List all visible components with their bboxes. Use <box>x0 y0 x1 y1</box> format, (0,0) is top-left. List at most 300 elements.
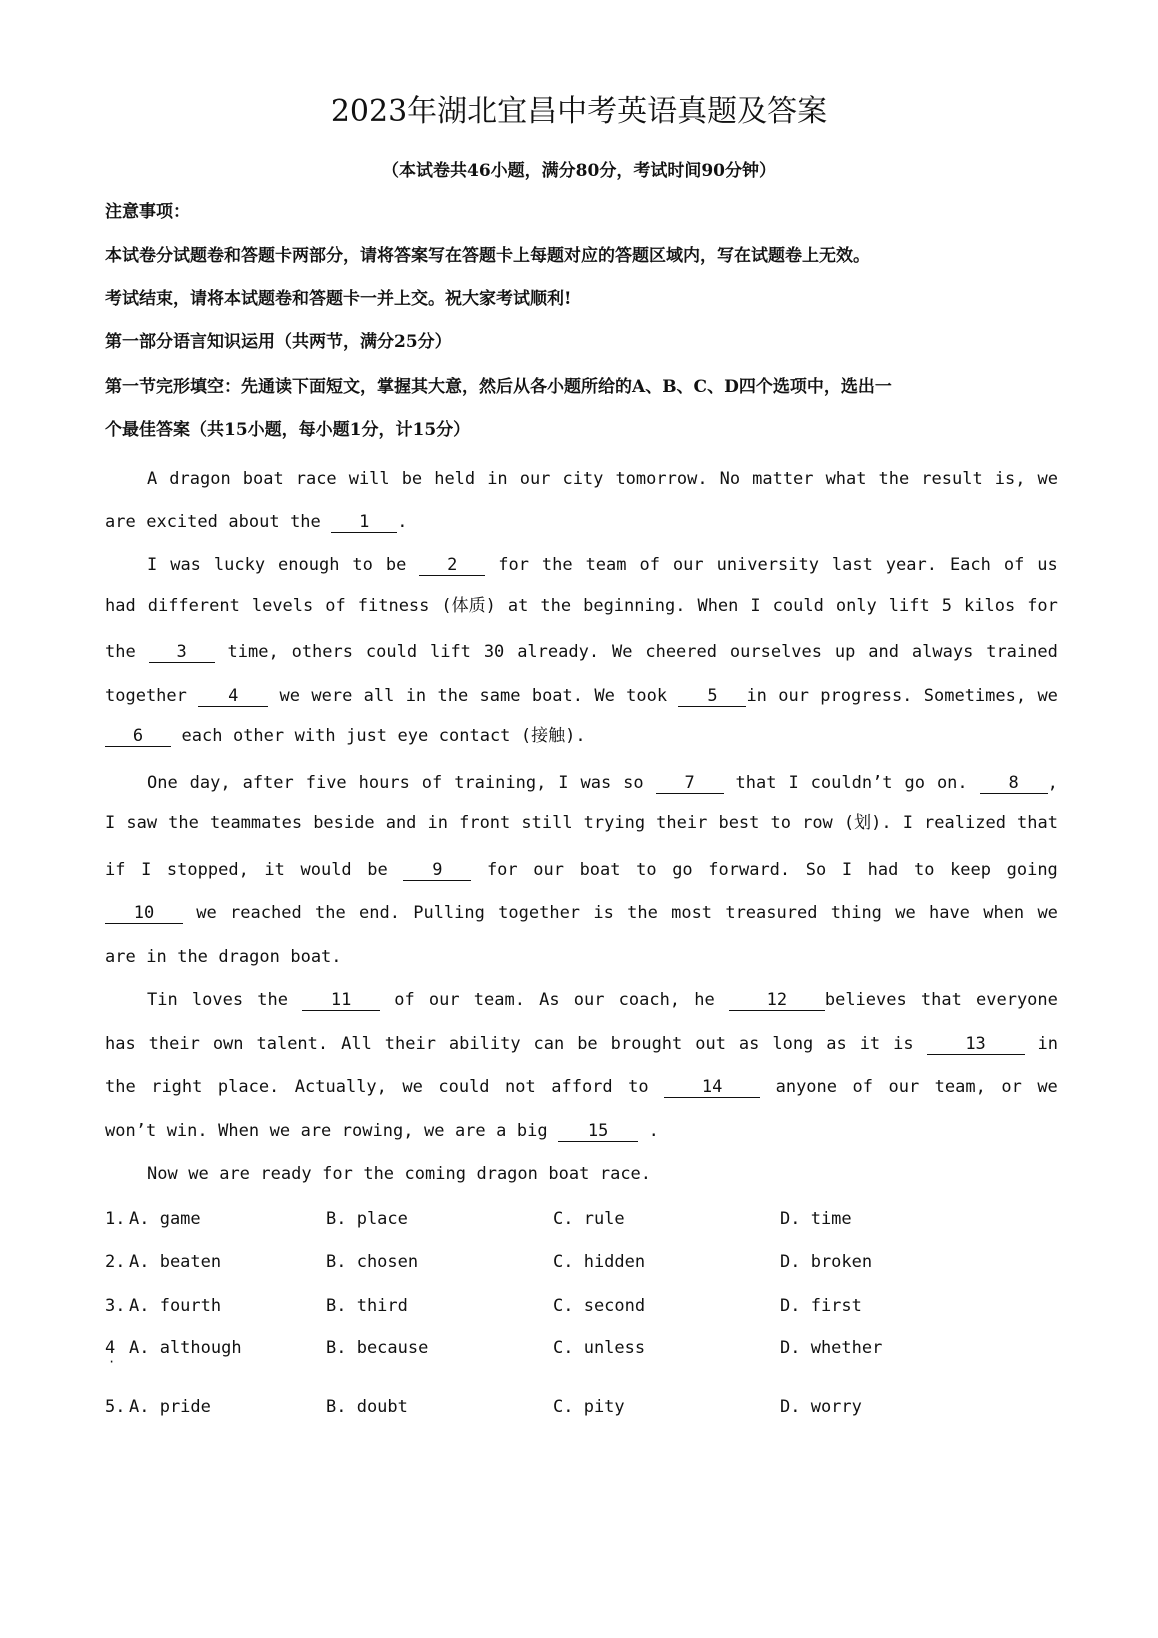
passage-word: boat. <box>290 947 342 967</box>
passage-word: team. <box>473 990 525 1010</box>
passage-word: dragon <box>218 947 280 967</box>
passage-word: couldn’t <box>810 773 893 793</box>
passage-word: could <box>365 642 418 662</box>
passage-line <box>105 857 1058 883</box>
passage-word: lucky <box>213 555 266 575</box>
option-d: D. whether <box>780 1338 883 1358</box>
passage-word: the <box>168 813 199 833</box>
passage-word: in <box>146 947 167 967</box>
passage-word: if <box>105 860 126 880</box>
passage-word: enough <box>278 555 340 575</box>
passage-word: was <box>580 773 612 793</box>
passage-word: only <box>835 596 877 616</box>
passage-word: at <box>507 596 529 616</box>
passage-word: lift <box>429 642 471 662</box>
passage-word: ourselves <box>729 642 823 662</box>
passage-word: the <box>290 512 321 532</box>
passage-line <box>147 552 1058 578</box>
passage-word: hours <box>358 773 410 793</box>
passage-word: forward. <box>708 860 791 880</box>
option-b: B. chosen <box>326 1252 419 1272</box>
passage-word: of <box>639 555 660 575</box>
passage-word: already. <box>517 642 600 662</box>
passage-word: all <box>363 686 395 706</box>
passage-line <box>147 770 1058 796</box>
passage-line <box>105 639 1058 665</box>
passage-word: (接触). <box>520 726 586 746</box>
passage-word: our <box>672 555 704 575</box>
passage-word: others <box>291 642 353 662</box>
passage-word: university <box>716 555 819 575</box>
passage-word: We <box>611 642 633 662</box>
passage-word: together <box>105 686 187 706</box>
passage-word: city <box>562 469 604 489</box>
passage-word: No <box>719 469 741 489</box>
passage-word: for <box>486 860 518 880</box>
passage-line <box>105 1074 1058 1100</box>
passage-word: kilos <box>964 596 1016 616</box>
passage-line <box>105 900 1058 926</box>
passage-word: won’t <box>105 1121 157 1141</box>
passage-word: loves <box>191 990 244 1010</box>
blank-2: 2 <box>419 555 485 576</box>
passage-word: Tin <box>147 990 178 1010</box>
passage-word: the <box>105 642 136 662</box>
passage-word: was <box>170 555 201 575</box>
passage-word: different <box>147 596 240 616</box>
passage-word: I <box>141 860 152 880</box>
passage-word: last <box>831 555 873 575</box>
option-a: A. pride <box>129 1397 211 1417</box>
passage-word: had <box>105 596 136 616</box>
passage-word: we <box>895 903 916 923</box>
passage-word <box>403 857 471 883</box>
passage-word: is <box>893 1034 914 1054</box>
passage-word: could <box>772 596 824 616</box>
passage-word: Each <box>949 555 991 575</box>
passage-word: their <box>384 1034 436 1054</box>
passage-word: training, <box>454 773 547 793</box>
blank-12: 12 <box>729 990 825 1011</box>
passage-word: (划). <box>843 813 892 833</box>
passage-word: realized <box>924 813 1006 833</box>
passage-line <box>105 723 1058 749</box>
passage-word: race <box>295 469 337 489</box>
option-b: B. doubt <box>326 1397 408 1417</box>
passage-word: our <box>533 860 564 880</box>
passage-word: 30 <box>483 642 505 662</box>
passage-word: it <box>859 1034 881 1054</box>
passage-word: to <box>636 860 657 880</box>
blank-5: 5 <box>678 686 746 707</box>
passage-word: 1 . <box>331 509 407 535</box>
passage-word: talent. <box>256 1034 329 1054</box>
exam-subtitle: （本试卷共46小题，满分80分，考试时间90分钟） <box>382 161 776 181</box>
passage-word: the <box>627 903 658 923</box>
passage-word: I <box>902 813 913 833</box>
passage-word: 8 , <box>980 770 1058 796</box>
passage-word: I <box>841 860 853 880</box>
passage-word: most <box>671 903 713 923</box>
passage-word: same <box>479 686 521 706</box>
passage-line <box>105 683 1058 709</box>
passage-word: 12 believes <box>729 987 907 1013</box>
passage-word: about <box>228 512 280 532</box>
passage-word: we <box>1037 469 1058 489</box>
question-number: 3. <box>105 1296 126 1316</box>
option-d: D. time <box>780 1209 852 1229</box>
passage-word <box>927 1031 1025 1057</box>
passage-word: we <box>196 903 217 923</box>
passage-word: stopped, <box>166 860 249 880</box>
passage-word: we <box>1037 686 1058 706</box>
passage-word: will <box>348 469 390 489</box>
passage-word: coach, <box>618 990 681 1010</box>
option-a: A. game <box>129 1209 201 1229</box>
passage-word: took <box>626 686 668 706</box>
passage-word <box>105 723 171 749</box>
passage-word: other <box>232 726 285 746</box>
passage-word: of <box>852 1077 873 1097</box>
passage-word: right <box>151 1077 203 1097</box>
option-a: A. fourth <box>129 1296 222 1316</box>
passage-word: we <box>269 1121 291 1141</box>
section-one-instruction-1: 第一节完形填空：先通读下面短文，掌握其大意，然后从各小题所给的A、B、C、D四个选项中，选出一 <box>105 377 892 397</box>
passage-word: boat <box>242 469 284 489</box>
passage-word: or <box>1001 1077 1022 1097</box>
passage-word: each <box>181 726 223 746</box>
option-d: D. worry <box>780 1397 862 1417</box>
passage-word: on. <box>936 773 968 793</box>
passage-word: team <box>585 555 627 575</box>
passage-word: our <box>888 1077 920 1097</box>
passage-word: of <box>394 990 415 1010</box>
passage-word: teammates <box>209 813 303 833</box>
blank-10: 10 <box>105 903 183 924</box>
passage-line <box>105 810 1058 836</box>
passage-word: has <box>105 1034 136 1054</box>
passage-word: we <box>402 1077 423 1097</box>
passage-word: it <box>264 860 285 880</box>
passage-line <box>147 466 1058 492</box>
passage-word: when <box>983 903 1025 923</box>
passage-word: could <box>438 1077 490 1097</box>
option-b: B. place <box>326 1209 408 1229</box>
passage-word: in <box>427 813 448 833</box>
notice-line-1: 本试卷分试题卷和答题卡两部分，请将答案写在答题卡上每题对应的答题区域内，写在试题卷上无效。 <box>105 246 870 266</box>
passage-word: we <box>423 1121 445 1141</box>
passage-line <box>147 987 1058 1013</box>
passage-word: of <box>421 773 443 793</box>
passage-word <box>302 987 380 1013</box>
passage-word: for <box>1027 596 1058 616</box>
passage-word: boat. <box>531 686 584 706</box>
passage-word: our <box>778 686 809 706</box>
passage-word: everyone <box>976 990 1058 1010</box>
option-c: C. rule <box>553 1209 625 1229</box>
passage-word: beside <box>313 813 375 833</box>
passage-word: the <box>314 903 346 923</box>
passage-word <box>664 1074 760 1100</box>
passage-word: reached <box>230 903 302 923</box>
option-b: B. third <box>326 1296 408 1316</box>
passage-word: what <box>825 469 867 489</box>
option-row <box>105 1335 1065 1369</box>
blank-4: 4 <box>198 686 268 707</box>
passage-word: time, <box>227 642 279 662</box>
passage-word: he <box>694 990 715 1010</box>
passage-word: always <box>911 642 974 662</box>
passage-word: (体质) <box>441 596 496 616</box>
blank-9: 9 <box>403 860 471 881</box>
passage-word: we <box>188 1164 209 1184</box>
passage-word: When <box>697 596 739 616</box>
passage-word: are <box>454 1121 486 1141</box>
passage-word <box>656 770 724 796</box>
passage-word: treasured <box>725 903 818 923</box>
passage-word: be <box>577 1034 598 1054</box>
passage-word: can <box>533 1034 565 1054</box>
passage-word: the <box>540 596 572 616</box>
passage-word: matter <box>752 469 814 489</box>
passage-word: to <box>628 1077 649 1097</box>
passage-word: in <box>487 469 508 489</box>
passage-word: after <box>242 773 294 793</box>
passage-word: we <box>1037 903 1058 923</box>
passage-word: going <box>1006 860 1058 880</box>
passage-word: we <box>1037 1077 1058 1097</box>
blank-1: 1 <box>331 512 397 533</box>
passage-word: and <box>385 813 417 833</box>
passage-line <box>105 944 1058 970</box>
passage-word: big <box>516 1121 548 1141</box>
passage-word: so <box>623 773 644 793</box>
passage-word: a <box>496 1121 507 1141</box>
passage-word: that <box>920 990 962 1010</box>
passage-word: the <box>437 686 469 706</box>
passage-word: . <box>648 1121 659 1141</box>
passage-word: win. <box>166 1121 208 1141</box>
passage-word: were <box>311 686 353 706</box>
page-title: 2023年湖北宜昌中考英语真题及答案 <box>330 94 828 129</box>
passage-word: afford <box>551 1077 613 1097</box>
notice-heading: 注意事项： <box>105 202 190 222</box>
passage-word: the <box>257 990 288 1010</box>
passage-word: to <box>770 813 791 833</box>
passage-word: held <box>434 469 476 489</box>
passage-word: lift <box>888 596 930 616</box>
passage-word: go <box>672 860 693 880</box>
blank-3: 3 <box>149 642 215 663</box>
passage-word: to <box>913 860 935 880</box>
passage-word: together <box>498 903 581 923</box>
passage-word: excited <box>146 512 218 532</box>
passage-word: their <box>656 813 708 833</box>
option-a: A. although <box>129 1338 242 1358</box>
passage-word: had <box>867 860 899 880</box>
blank-13: 13 <box>927 1034 1025 1055</box>
passage-word: Sometimes, <box>923 686 1027 706</box>
passage-word: keep <box>950 860 992 880</box>
passage-word: end. <box>358 903 400 923</box>
passage-word: dragon <box>476 1164 538 1184</box>
question-number: 1. <box>105 1209 126 1229</box>
passage-word: are <box>300 1121 332 1141</box>
passage-word: As <box>539 990 560 1010</box>
passage-word: eye <box>397 726 429 746</box>
passage-word: the <box>105 1077 136 1097</box>
passage-word: A <box>147 469 158 489</box>
passage-word: our <box>428 990 460 1010</box>
passage-word: up <box>834 642 856 662</box>
passage-word: as <box>826 1034 847 1054</box>
passage-line <box>105 1031 1058 1057</box>
passage-word: rowing, <box>341 1121 414 1141</box>
blank-6: 6 <box>105 726 171 747</box>
passage-word: row <box>802 813 833 833</box>
passage-word: trying <box>583 813 646 833</box>
passage-word: boat <box>548 1164 590 1184</box>
passage-word: I <box>788 773 799 793</box>
blank-8: 8 <box>980 773 1048 794</box>
passage-word: levels <box>251 596 314 616</box>
option-d: D. first <box>780 1296 862 1316</box>
passage-word: day, <box>189 773 231 793</box>
passage-word: result <box>921 469 983 489</box>
passage-word: I <box>750 596 761 616</box>
question-number: 2. <box>105 1252 126 1272</box>
passage-word: the <box>177 947 208 967</box>
passage-word: to <box>352 555 373 575</box>
passage-word: ability <box>448 1034 521 1054</box>
passage-word: is <box>593 903 614 923</box>
blank-14: 14 <box>664 1077 760 1098</box>
option-d: D. broken <box>780 1252 873 1272</box>
passage-word: place. <box>217 1077 280 1097</box>
passage-word: just <box>346 726 388 746</box>
passage-word: 5 in <box>678 683 766 709</box>
passage-word: out <box>695 1034 726 1054</box>
passage-word: have <box>928 903 970 923</box>
blank-11: 11 <box>302 990 380 1011</box>
passage-word: in <box>1037 1034 1058 1054</box>
stray-dot: · <box>108 1355 116 1369</box>
passage-word: ready <box>260 1164 312 1184</box>
option-row <box>105 1394 1065 1420</box>
passage-word: with <box>294 726 336 746</box>
passage-word: 5 <box>941 596 952 616</box>
passage-word: own <box>212 1034 244 1054</box>
option-c: C. pity <box>553 1397 625 1417</box>
passage-word: dragon <box>169 469 231 489</box>
passage-word: long <box>772 1034 814 1054</box>
passage-word: Pulling <box>413 903 485 923</box>
passage-word: go <box>904 773 925 793</box>
passage-word <box>149 639 215 665</box>
passage-word: trained <box>986 642 1058 662</box>
passage-word: I <box>558 773 569 793</box>
question-number: 5. <box>105 1397 126 1417</box>
passage-word: the <box>363 1164 395 1184</box>
passage-word: Now <box>147 1164 178 1184</box>
option-a: A. beaten <box>129 1252 222 1272</box>
passage-word: boat <box>579 860 621 880</box>
passage-word: for <box>498 555 529 575</box>
notice-line-2: 考试结束，请将本试题卷和答题卡一并上交。祝大家考试顺利! <box>105 289 572 309</box>
passage-word: beginning. <box>583 596 686 616</box>
passage-word: fitness <box>357 596 430 616</box>
passage-line <box>105 1118 1058 1144</box>
passage-word: front <box>459 813 511 833</box>
passage-word: year. <box>885 555 937 575</box>
passage-word: race. <box>599 1164 652 1184</box>
passage-word <box>105 900 183 926</box>
passage-word: be <box>401 469 423 489</box>
passage-word: of <box>325 596 346 616</box>
passage-word: for <box>322 1164 353 1184</box>
passage-word: Actually, <box>294 1077 387 1097</box>
passage-word: All <box>341 1034 372 1054</box>
passage-word <box>419 552 485 578</box>
passage-word: and <box>868 642 899 662</box>
passage-word: When <box>218 1121 260 1141</box>
option-b: B. because <box>326 1338 429 1358</box>
passage-word: our <box>519 469 551 489</box>
blank-7: 7 <box>656 773 724 794</box>
passage-word: of <box>1003 555 1025 575</box>
passage-word: tomorrow. <box>615 469 708 489</box>
passage-word: One <box>147 773 178 793</box>
passage-word: as <box>738 1034 760 1054</box>
passage-word: contact <box>438 726 511 746</box>
option-c: C. second <box>553 1296 646 1316</box>
passage-word: best <box>718 813 760 833</box>
passage-word: that <box>1017 813 1058 833</box>
option-c: C. unless <box>553 1338 646 1358</box>
passage-word: still <box>521 813 573 833</box>
passage-word: be <box>367 860 388 880</box>
passage-word: team, <box>934 1077 986 1097</box>
passage-word: our <box>573 990 605 1010</box>
passage-word: five <box>305 773 347 793</box>
passage-word: be <box>385 555 407 575</box>
passage-word: We <box>594 686 615 706</box>
passage-word: are <box>219 1164 250 1184</box>
option-c: C. hidden <box>553 1252 646 1272</box>
passage-line <box>105 509 1058 535</box>
passage-word: are <box>105 512 136 532</box>
blank-15: 15 <box>558 1121 638 1142</box>
part-one-heading: 第一部分语言知识运用（共两节，满分25分） <box>105 332 452 352</box>
passage-word: the <box>878 469 910 489</box>
passage-line <box>105 593 1058 619</box>
passage-word <box>198 683 268 709</box>
option-row <box>105 1206 1065 1232</box>
passage-word: the <box>541 555 573 575</box>
passage-word: thing <box>830 903 882 923</box>
passage-word: coming <box>404 1164 466 1184</box>
passage-word: us <box>1037 555 1058 575</box>
passage-word: is, <box>994 469 1026 489</box>
passage-word: not <box>505 1077 536 1097</box>
question-number: 4 <box>105 1338 116 1358</box>
passage-word: would <box>300 860 352 880</box>
passage-word: that <box>735 773 777 793</box>
section-one-instruction-2: 个最佳答案（共15小题，每小题1分，计15分） <box>105 420 471 440</box>
option-row <box>105 1249 1065 1275</box>
passage-word: I <box>147 555 158 575</box>
passage-word: saw <box>126 813 158 833</box>
